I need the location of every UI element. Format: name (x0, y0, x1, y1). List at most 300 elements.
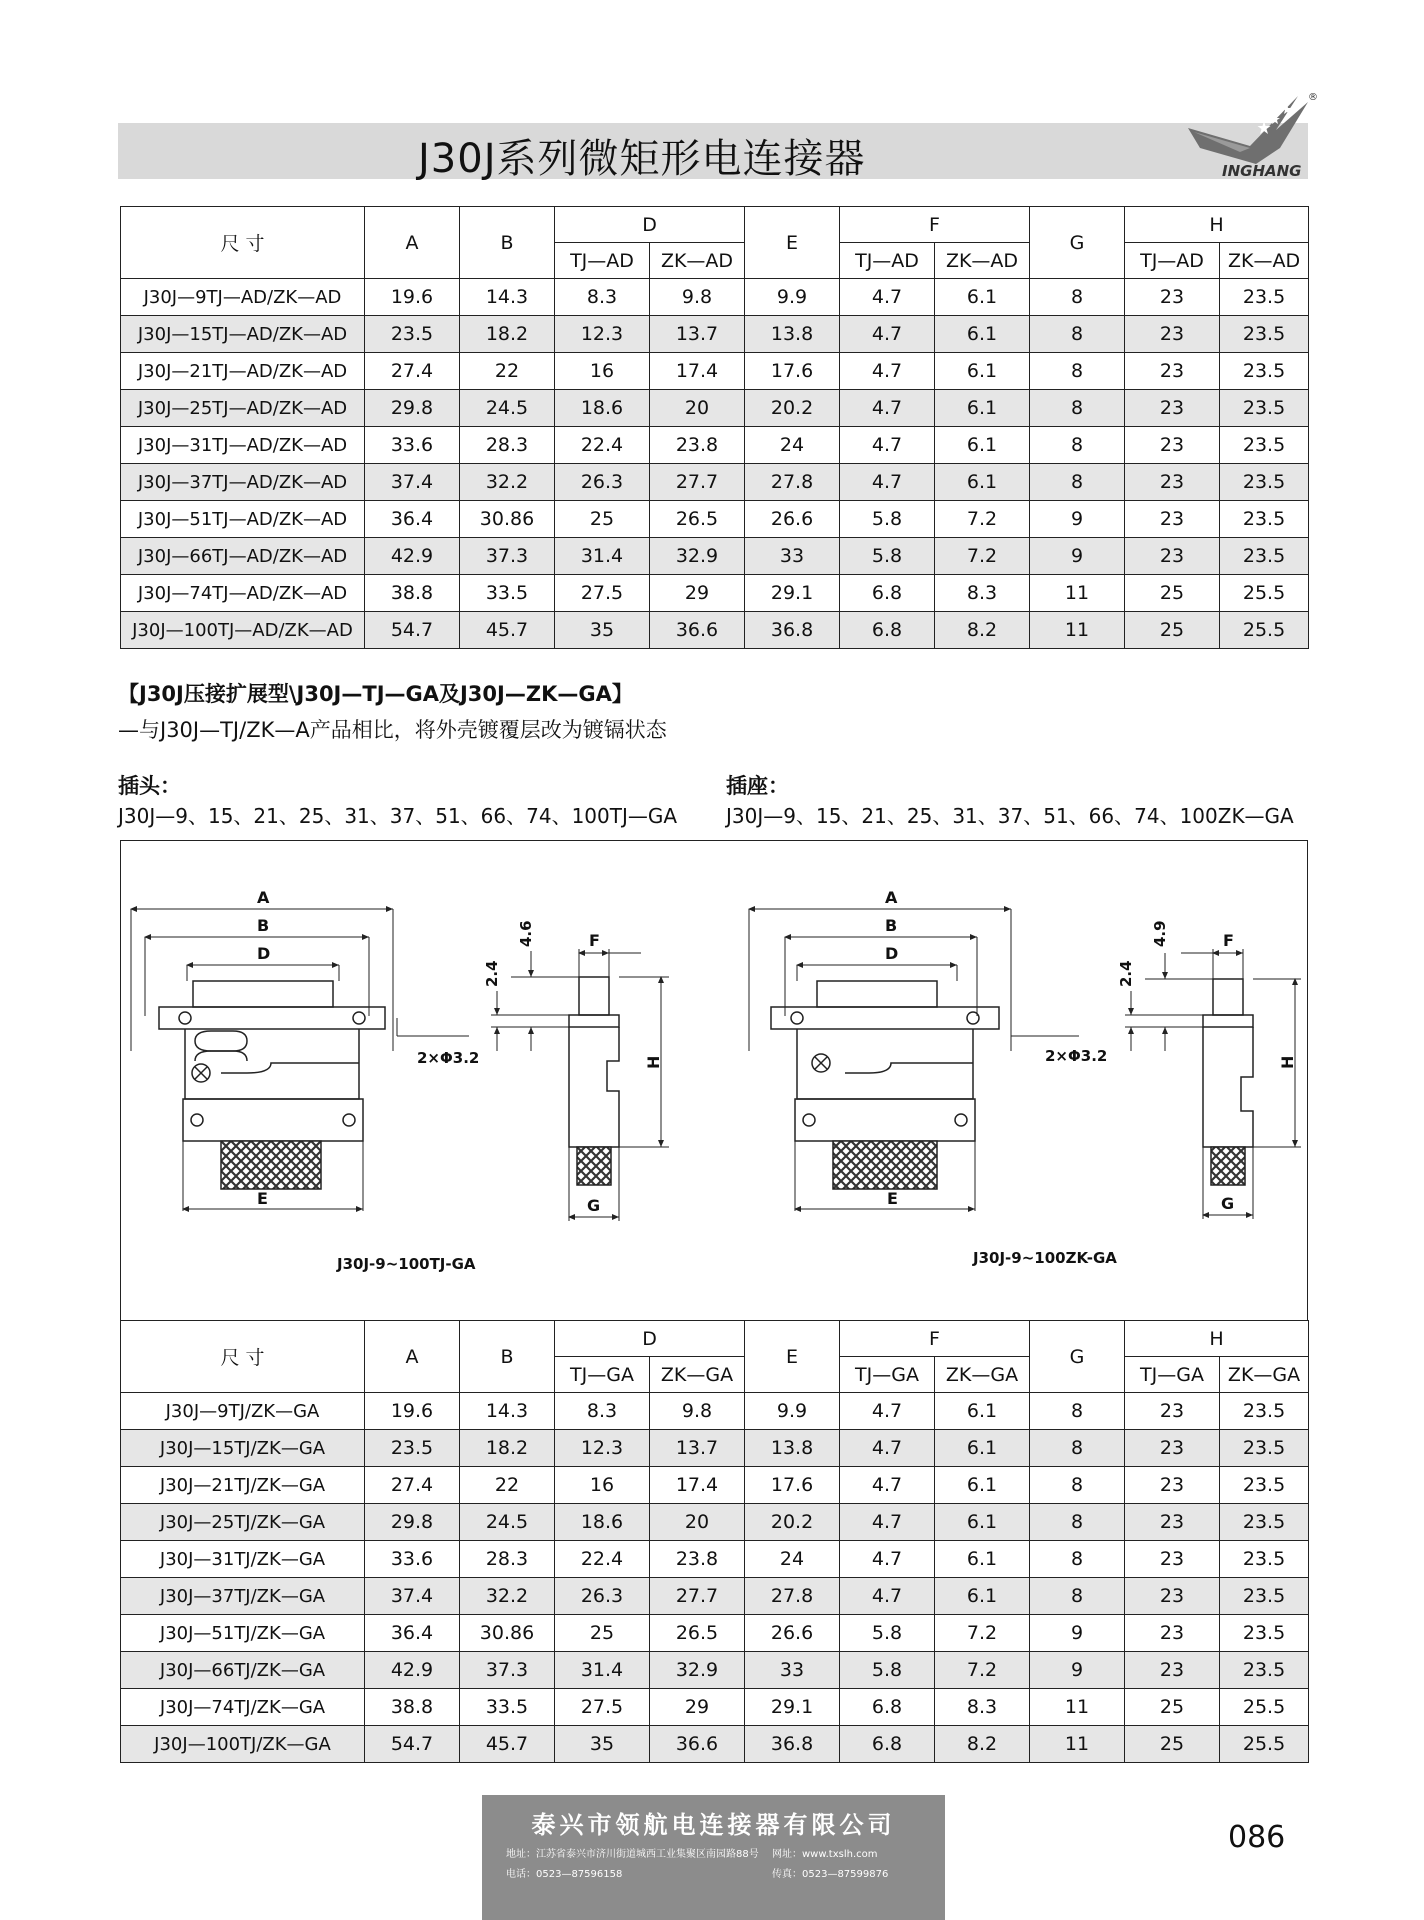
page-title: J30J系列微矩形电连接器 (418, 136, 866, 182)
value-cell: 33.6 (365, 1541, 460, 1578)
value-cell: 37.3 (460, 538, 555, 575)
value-cell: 23.5 (365, 1430, 460, 1467)
value-cell: 23.5 (1220, 1541, 1309, 1578)
value-cell: 19.6 (365, 279, 460, 316)
plug-models: J30J—9、15、21、25、31、37、51、66、74、100TJ—GA (118, 804, 678, 828)
value-cell: 18.6 (555, 390, 650, 427)
table-row (121, 427, 1309, 464)
header-a: A (365, 1321, 460, 1393)
plug-dim-a: A (257, 888, 270, 907)
value-cell: 17.6 (745, 1467, 840, 1504)
value-cell: 8 (1030, 316, 1125, 353)
header-h-tj: TJ—GA (1125, 1357, 1220, 1393)
socket-dim-b: B (885, 916, 898, 935)
value-cell: 23.5 (1220, 1430, 1309, 1467)
value-cell: 23.5 (1220, 1504, 1309, 1541)
table-row (121, 1689, 1309, 1726)
value-cell: 6.1 (935, 1541, 1030, 1578)
value-cell: 8 (1030, 353, 1125, 390)
value-cell: 23.5 (1220, 1652, 1309, 1689)
table-row (121, 1393, 1309, 1430)
value-cell: 23.5 (1220, 390, 1309, 427)
value-cell: 26.6 (745, 1615, 840, 1652)
value-cell: 23.5 (1220, 353, 1309, 390)
value-cell: 17.4 (650, 353, 745, 390)
plug-dim-h: H (644, 1055, 663, 1069)
value-cell: 30.86 (460, 1615, 555, 1652)
value-cell: 8 (1030, 1467, 1125, 1504)
value-cell: 23 (1125, 353, 1220, 390)
socket-models: J30J—9、15、21、25、31、37、51、66、74、100ZK—GA (726, 804, 1294, 828)
table-row (121, 316, 1309, 353)
socket-label: 插座： (726, 774, 789, 798)
value-cell: 37.3 (460, 1652, 555, 1689)
value-cell: 26.3 (555, 1578, 650, 1615)
socket-dim-e: E (887, 1189, 898, 1208)
model-cell: J30J—31TJ—AD/ZK—AD (121, 427, 365, 464)
value-cell: 17.6 (745, 353, 840, 390)
value-cell: 38.8 (365, 575, 460, 612)
company-logo (1180, 88, 1320, 180)
value-cell: 13.8 (745, 316, 840, 353)
value-cell: 33 (745, 538, 840, 575)
value-cell: 23.5 (1220, 1393, 1309, 1430)
value-cell: 32.9 (650, 538, 745, 575)
value-cell: 23.5 (1220, 1615, 1309, 1652)
value-cell: 24 (745, 1541, 840, 1578)
value-cell: 6.1 (935, 427, 1030, 464)
value-cell: 4.7 (840, 279, 935, 316)
value-cell: 6.1 (935, 1578, 1030, 1615)
value-cell: 26.5 (650, 1615, 745, 1652)
value-cell: 18.6 (555, 1504, 650, 1541)
plug-dim-24: 2.4 (483, 960, 501, 987)
value-cell: 23.5 (1220, 464, 1309, 501)
value-cell: 7.2 (935, 538, 1030, 575)
value-cell: 8.3 (935, 1689, 1030, 1726)
value-cell: 13.7 (650, 316, 745, 353)
dimension-table-ga (120, 1320, 1309, 1763)
technical-drawing (120, 840, 1308, 1320)
plug-dim-e: E (257, 1189, 268, 1208)
company-phone: 电话：0523—87596158 (506, 1869, 623, 1880)
value-cell: 14.3 (460, 279, 555, 316)
company-address: 地址：江苏省泰兴市济川街道城西工业集聚区南园路88号 (506, 1849, 759, 1860)
value-cell: 12.3 (555, 1430, 650, 1467)
plug-dim-f: F (589, 931, 600, 950)
header-h: H (1125, 207, 1309, 243)
value-cell: 7.2 (935, 1615, 1030, 1652)
value-cell: 35 (555, 1726, 650, 1763)
value-cell: 23.5 (1220, 1467, 1309, 1504)
value-cell: 5.8 (840, 1615, 935, 1652)
header-f-tj: TJ—GA (840, 1357, 935, 1393)
value-cell: 31.4 (555, 538, 650, 575)
value-cell: 29.1 (745, 1689, 840, 1726)
value-cell: 23 (1125, 1430, 1220, 1467)
value-cell: 6.1 (935, 1504, 1030, 1541)
value-cell: 4.7 (840, 1467, 935, 1504)
value-cell: 18.2 (460, 316, 555, 353)
company-name: 泰兴市领航电连接器有限公司 (531, 1810, 896, 1839)
logo-text: INGHANG (1222, 162, 1302, 180)
value-cell: 20.2 (745, 1504, 840, 1541)
page-number: 086 (1228, 1820, 1286, 1855)
header-f: F (840, 207, 1030, 243)
value-cell: 5.8 (840, 538, 935, 575)
footer-band (482, 1795, 945, 1920)
header-f-tj: TJ—AD (840, 243, 935, 279)
header-f-zk: ZK—AD (935, 243, 1030, 279)
header-e: E (745, 207, 840, 279)
value-cell: 9.8 (650, 279, 745, 316)
value-cell: 42.9 (365, 538, 460, 575)
value-cell: 9.9 (745, 1393, 840, 1430)
header-b: B (460, 1321, 555, 1393)
socket-dim-h: H (1278, 1055, 1297, 1069)
value-cell: 22 (460, 353, 555, 390)
value-cell: 23.5 (1220, 279, 1309, 316)
value-cell: 23 (1125, 1504, 1220, 1541)
plug-dim-d: D (257, 944, 271, 963)
value-cell: 8 (1030, 279, 1125, 316)
model-cell: J30J—31TJ/ZK—GA (121, 1541, 365, 1578)
value-cell: 11 (1030, 612, 1125, 649)
model-cell: J30J—51TJ/ZK—GA (121, 1615, 365, 1652)
value-cell: 8 (1030, 1578, 1125, 1615)
value-cell: 5.8 (840, 501, 935, 538)
value-cell: 23 (1125, 501, 1220, 538)
value-cell: 8.2 (935, 612, 1030, 649)
header-a: A (365, 207, 460, 279)
value-cell: 23 (1125, 427, 1220, 464)
header-h-zk: ZK—AD (1220, 243, 1309, 279)
value-cell: 25 (1125, 612, 1220, 649)
value-cell: 4.7 (840, 1430, 935, 1467)
value-cell: 27.8 (745, 464, 840, 501)
header-f: F (840, 1321, 1030, 1357)
table-row (121, 501, 1309, 538)
value-cell: 23 (1125, 1467, 1220, 1504)
value-cell: 33.5 (460, 1689, 555, 1726)
value-cell: 23.5 (365, 316, 460, 353)
value-cell: 24.5 (460, 390, 555, 427)
header-d: D (555, 207, 745, 243)
value-cell: 33.5 (460, 575, 555, 612)
value-cell: 23 (1125, 1615, 1220, 1652)
model-cell: J30J—37TJ/ZK—GA (121, 1578, 365, 1615)
value-cell: 23 (1125, 1578, 1220, 1615)
header-h-zk: ZK—GA (1220, 1357, 1309, 1393)
value-cell: 18.2 (460, 1430, 555, 1467)
header-d-tj: TJ—GA (555, 1357, 650, 1393)
value-cell: 22.4 (555, 427, 650, 464)
value-cell: 23 (1125, 316, 1220, 353)
value-cell: 27.7 (650, 464, 745, 501)
value-cell: 35 (555, 612, 650, 649)
value-cell: 45.7 (460, 1726, 555, 1763)
value-cell: 33.6 (365, 427, 460, 464)
value-cell: 4.7 (840, 316, 935, 353)
header-f-zk: ZK—GA (935, 1357, 1030, 1393)
value-cell: 30.86 (460, 501, 555, 538)
value-cell: 8.2 (935, 1726, 1030, 1763)
value-cell: 38.8 (365, 1689, 460, 1726)
value-cell: 45.7 (460, 612, 555, 649)
value-cell: 5.8 (840, 1652, 935, 1689)
value-cell: 6.8 (840, 1726, 935, 1763)
value-cell: 32.2 (460, 464, 555, 501)
table-row (121, 1504, 1309, 1541)
value-cell: 29.8 (365, 1504, 460, 1541)
model-cell: J30J—66TJ—AD/ZK—AD (121, 538, 365, 575)
value-cell: 23 (1125, 1652, 1220, 1689)
value-cell: 16 (555, 1467, 650, 1504)
table-row (121, 1467, 1309, 1504)
value-cell: 6.1 (935, 1430, 1030, 1467)
model-cell: J30J—21TJ/ZK—GA (121, 1467, 365, 1504)
value-cell: 23 (1125, 390, 1220, 427)
value-cell: 33 (745, 1652, 840, 1689)
value-cell: 11 (1030, 575, 1125, 612)
value-cell: 36.4 (365, 501, 460, 538)
value-cell: 20.2 (745, 390, 840, 427)
value-cell: 25.5 (1220, 575, 1309, 612)
value-cell: 36.4 (365, 1615, 460, 1652)
registered-mark: ® (1308, 92, 1318, 103)
plug-dim-g: G (587, 1196, 601, 1215)
company-website: 网址：www.txslh.com (772, 1849, 878, 1860)
value-cell: 19.6 (365, 1393, 460, 1430)
value-cell: 23 (1125, 1393, 1220, 1430)
value-cell: 25 (1125, 1726, 1220, 1763)
socket-dim-f: F (1223, 931, 1234, 950)
model-cell: J30J—37TJ—AD/ZK—AD (121, 464, 365, 501)
value-cell: 26.6 (745, 501, 840, 538)
value-cell: 27.4 (365, 353, 460, 390)
header-d-zk: ZK—AD (650, 243, 745, 279)
logo-icon (1180, 88, 1320, 180)
model-cell: J30J—100TJ—AD/ZK—AD (121, 612, 365, 649)
table-row (121, 1652, 1309, 1689)
value-cell: 36.6 (650, 612, 745, 649)
header-e: E (745, 1321, 840, 1393)
model-cell: J30J—25TJ/ZK—GA (121, 1504, 365, 1541)
table-row (121, 1430, 1309, 1467)
value-cell: 28.3 (460, 427, 555, 464)
value-cell: 8 (1030, 1541, 1125, 1578)
value-cell: 11 (1030, 1689, 1125, 1726)
value-cell: 23.5 (1220, 316, 1309, 353)
plug-label: 插头： (118, 774, 181, 798)
value-cell: 8 (1030, 1430, 1125, 1467)
value-cell: 13.7 (650, 1430, 745, 1467)
table-row (121, 464, 1309, 501)
socket-dim-d: D (885, 944, 899, 963)
value-cell: 7.2 (935, 501, 1030, 538)
table-row (121, 1578, 1309, 1615)
model-cell: J30J—15TJ/ZK—GA (121, 1430, 365, 1467)
value-cell: 4.7 (840, 353, 935, 390)
table-row (121, 538, 1309, 575)
table-row (121, 353, 1309, 390)
value-cell: 25 (1125, 575, 1220, 612)
value-cell: 23 (1125, 279, 1220, 316)
model-cell: J30J—9TJ/ZK—GA (121, 1393, 365, 1430)
table-row (121, 390, 1309, 427)
socket-hole-note: 2×Φ3.2 (1045, 1047, 1108, 1065)
title-bar (118, 123, 1308, 182)
value-cell: 26.5 (650, 501, 745, 538)
value-cell: 6.1 (935, 1393, 1030, 1430)
value-cell: 26.3 (555, 464, 650, 501)
drawing-svg (121, 841, 1309, 1321)
table-row (121, 279, 1309, 316)
value-cell: 6.8 (840, 612, 935, 649)
value-cell: 6.1 (935, 464, 1030, 501)
socket-dim-24: 2.4 (1117, 960, 1135, 987)
value-cell: 54.7 (365, 1726, 460, 1763)
value-cell: 8 (1030, 464, 1125, 501)
value-cell: 12.3 (555, 316, 650, 353)
value-cell: 6.1 (935, 316, 1030, 353)
table-row (121, 1541, 1309, 1578)
value-cell: 23.8 (650, 427, 745, 464)
value-cell: 8 (1030, 427, 1125, 464)
value-cell: 27.5 (555, 575, 650, 612)
header-d-zk: ZK—GA (650, 1357, 745, 1393)
value-cell: 4.7 (840, 427, 935, 464)
value-cell: 8 (1030, 1504, 1125, 1541)
table-row (121, 612, 1309, 649)
table2-body (121, 1393, 1309, 1763)
value-cell: 27.8 (745, 1578, 840, 1615)
socket-caption: J30J-9~100ZK-GA (973, 1249, 1117, 1267)
value-cell: 9 (1030, 501, 1125, 538)
value-cell: 29.1 (745, 575, 840, 612)
dimension-table-ad (120, 206, 1309, 649)
value-cell: 31.4 (555, 1652, 650, 1689)
value-cell: 4.7 (840, 1578, 935, 1615)
value-cell: 9 (1030, 1615, 1125, 1652)
company-fax: 传真：0523—87599876 (772, 1869, 889, 1880)
value-cell: 22 (460, 1467, 555, 1504)
model-cell: J30J—100TJ/ZK—GA (121, 1726, 365, 1763)
value-cell: 29 (650, 575, 745, 612)
value-cell: 23.8 (650, 1541, 745, 1578)
value-cell: 36.8 (745, 612, 840, 649)
plug-caption: J30J-9~100TJ-GA (337, 1255, 476, 1273)
header-d-tj: TJ—AD (555, 243, 650, 279)
value-cell: 7.2 (935, 1652, 1030, 1689)
value-cell: 36.8 (745, 1726, 840, 1763)
model-cell: J30J—51TJ—AD/ZK—AD (121, 501, 365, 538)
value-cell: 8 (1030, 390, 1125, 427)
section-heading: 【J30J压接扩展型\J30J—TJ—GA及J30J—ZK—GA】 (118, 682, 633, 706)
value-cell: 29 (650, 1689, 745, 1726)
header-g: G (1030, 207, 1125, 279)
value-cell: 23 (1125, 1541, 1220, 1578)
value-cell: 36.6 (650, 1726, 745, 1763)
value-cell: 23.5 (1220, 538, 1309, 575)
value-cell: 25.5 (1220, 1689, 1309, 1726)
value-cell: 54.7 (365, 612, 460, 649)
value-cell: 29.8 (365, 390, 460, 427)
header-d: D (555, 1321, 745, 1357)
value-cell: 8.3 (555, 279, 650, 316)
value-cell: 24.5 (460, 1504, 555, 1541)
value-cell: 4.7 (840, 1541, 935, 1578)
value-cell: 4.7 (840, 1393, 935, 1430)
model-cell: J30J—74TJ—AD/ZK—AD (121, 575, 365, 612)
table1-body (121, 279, 1309, 649)
socket-dim-g: G (1221, 1194, 1235, 1213)
value-cell: 6.1 (935, 353, 1030, 390)
value-cell: 37.4 (365, 464, 460, 501)
value-cell: 23 (1125, 538, 1220, 575)
value-cell: 9.8 (650, 1393, 745, 1430)
plug-hole-note: 2×Φ3.2 (417, 1049, 480, 1067)
table-row (121, 1726, 1309, 1763)
header-size: 尺 寸 (121, 207, 365, 279)
value-cell: 6.8 (840, 575, 935, 612)
value-cell: 8.3 (935, 575, 1030, 612)
value-cell: 24 (745, 427, 840, 464)
model-cell: J30J—25TJ—AD/ZK—AD (121, 390, 365, 427)
table-row (121, 575, 1309, 612)
value-cell: 16 (555, 353, 650, 390)
model-cell: J30J—15TJ—AD/ZK—AD (121, 316, 365, 353)
value-cell: 25 (1125, 1689, 1220, 1726)
value-cell: 27.4 (365, 1467, 460, 1504)
value-cell: 4.7 (840, 464, 935, 501)
value-cell: 6.8 (840, 1689, 935, 1726)
header-g: G (1030, 1321, 1125, 1393)
value-cell: 11 (1030, 1726, 1125, 1763)
value-cell: 28.3 (460, 1541, 555, 1578)
value-cell: 25.5 (1220, 612, 1309, 649)
value-cell: 8.3 (555, 1393, 650, 1430)
socket-dim-a: A (885, 888, 898, 907)
value-cell: 6.1 (935, 390, 1030, 427)
model-cell: J30J—74TJ/ZK—GA (121, 1689, 365, 1726)
value-cell: 6.1 (935, 1467, 1030, 1504)
header-b: B (460, 207, 555, 279)
value-cell: 8 (1030, 1393, 1125, 1430)
header-h-tj: TJ—AD (1125, 243, 1220, 279)
value-cell: 23.5 (1220, 427, 1309, 464)
value-cell: 20 (650, 390, 745, 427)
value-cell: 25 (555, 501, 650, 538)
value-cell: 25.5 (1220, 1726, 1309, 1763)
value-cell: 25 (555, 1615, 650, 1652)
value-cell: 32.2 (460, 1578, 555, 1615)
value-cell: 22.4 (555, 1541, 650, 1578)
model-cell: J30J—66TJ/ZK—GA (121, 1652, 365, 1689)
value-cell: 27.5 (555, 1689, 650, 1726)
value-cell: 4.7 (840, 1504, 935, 1541)
value-cell: 13.8 (745, 1430, 840, 1467)
plug-dim-46: 4.6 (517, 920, 535, 947)
value-cell: 37.4 (365, 1578, 460, 1615)
value-cell: 9.9 (745, 279, 840, 316)
model-cell: J30J—21TJ—AD/ZK—AD (121, 353, 365, 390)
plug-dim-b: B (257, 916, 270, 935)
value-cell: 4.7 (840, 390, 935, 427)
value-cell: 23.5 (1220, 501, 1309, 538)
value-cell: 9 (1030, 538, 1125, 575)
table-row (121, 1615, 1309, 1652)
